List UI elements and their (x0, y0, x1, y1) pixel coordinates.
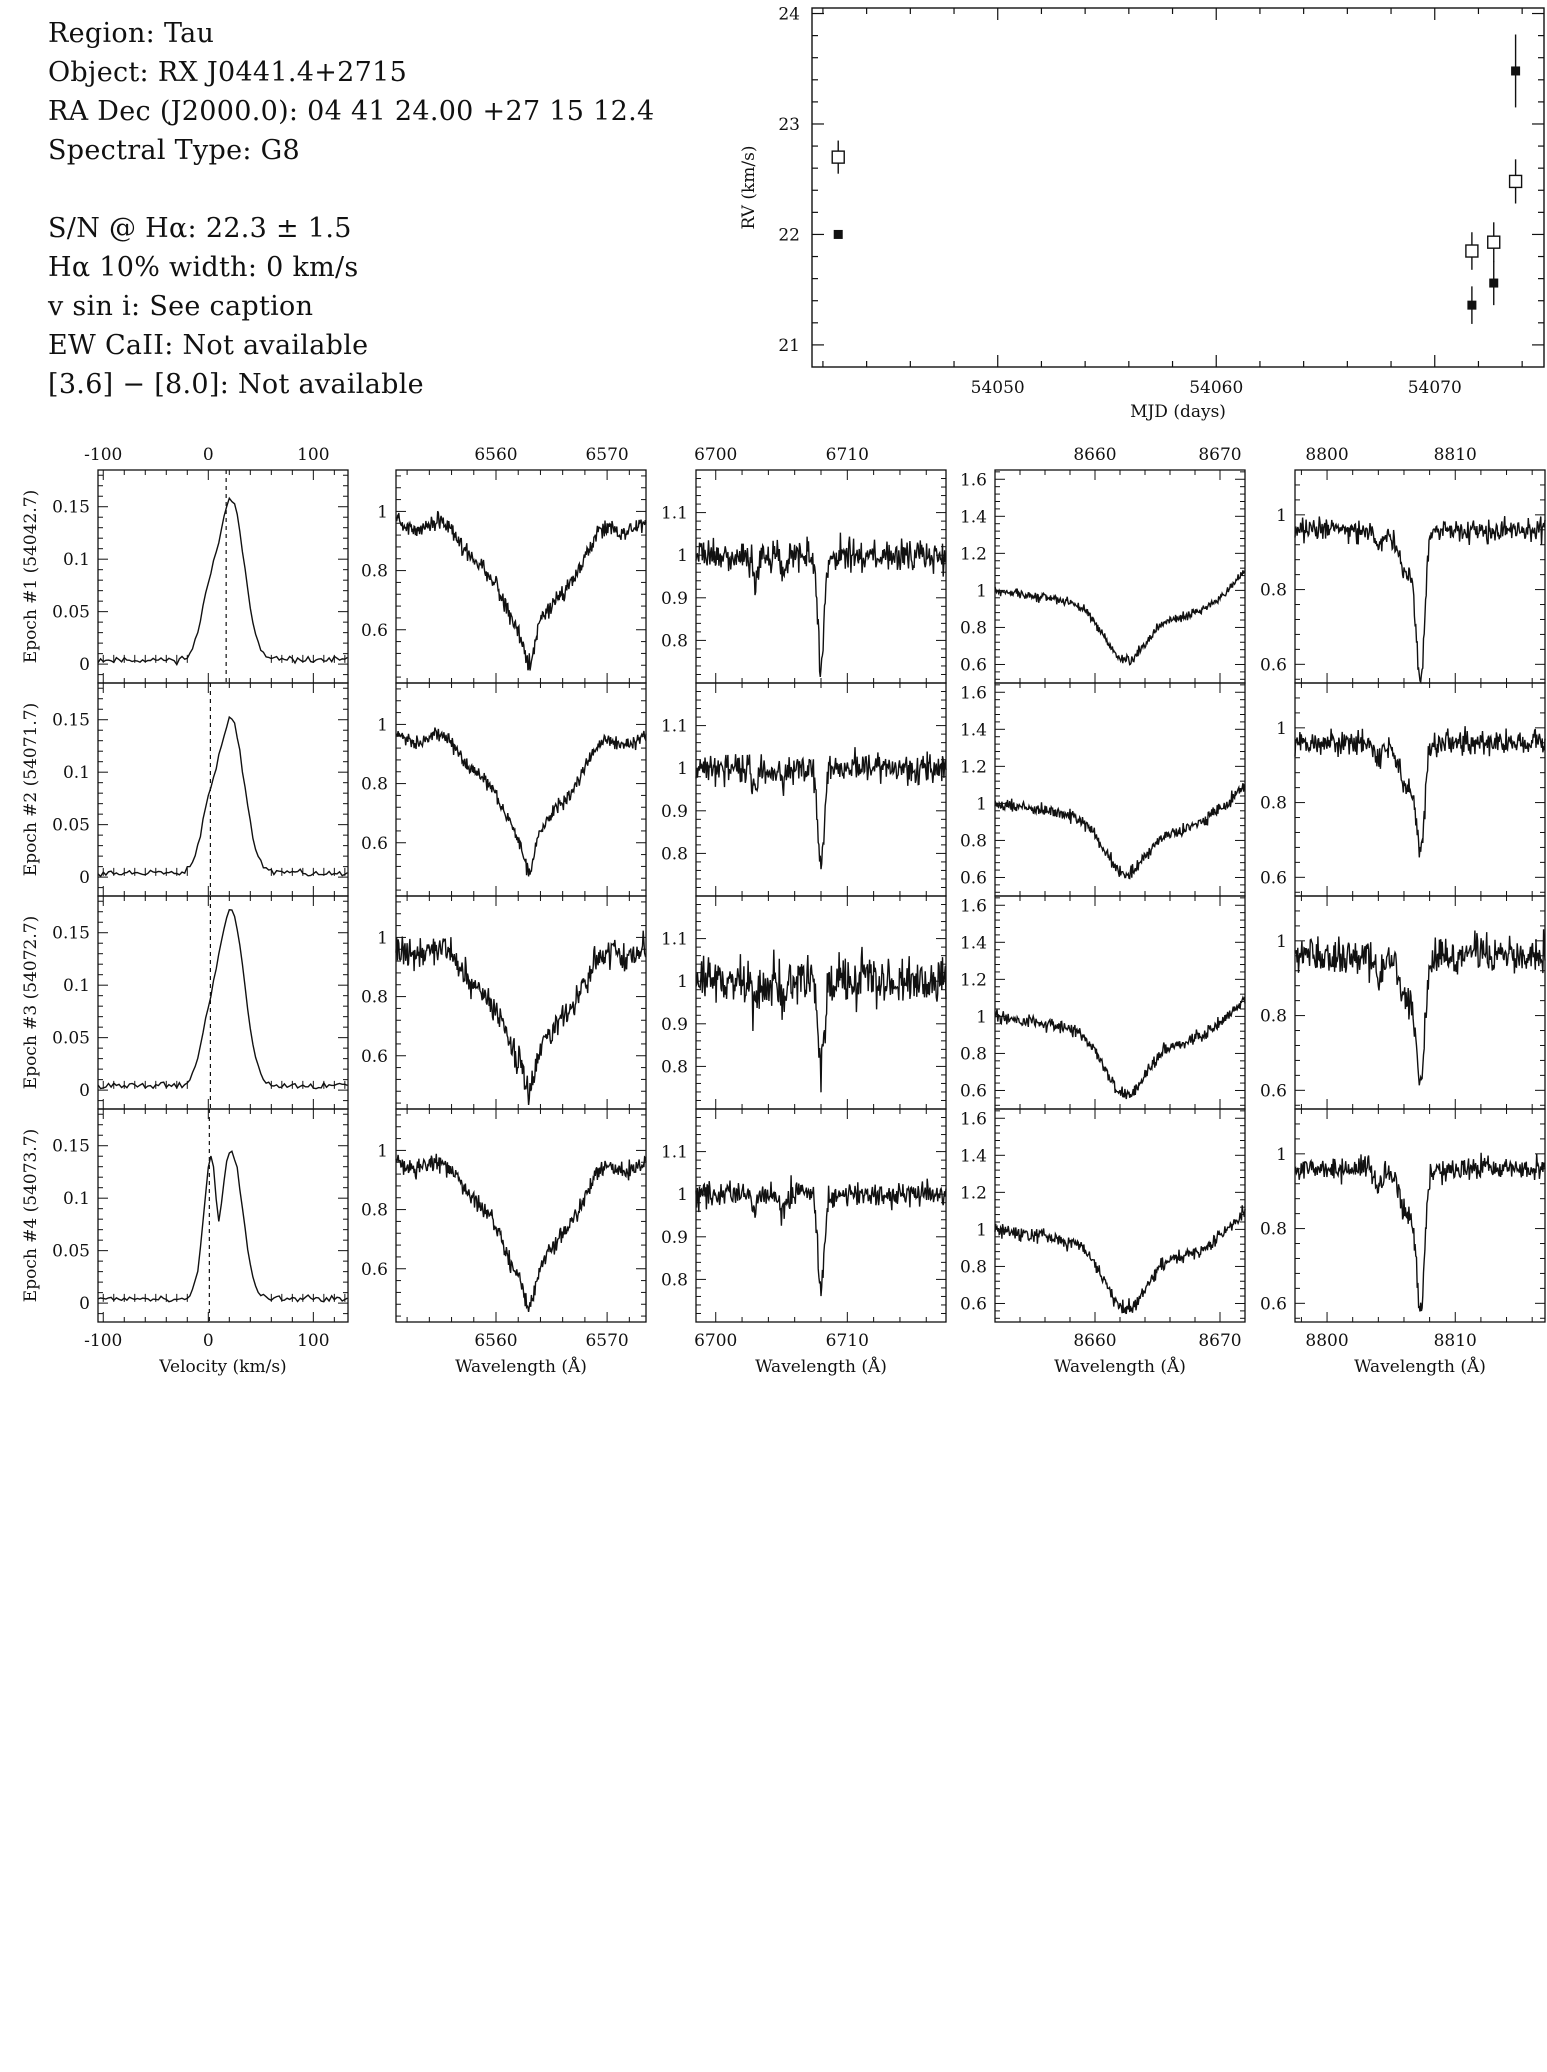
spectrum-line (995, 783, 1245, 878)
rv-point-filled (834, 230, 843, 239)
spectrum-line (995, 1205, 1245, 1314)
y-tick-label: 1 (677, 759, 688, 780)
y-tick-label: 0.6 (360, 833, 388, 854)
y-tick-label: 0 (79, 655, 90, 676)
panel-col4-epoch1 (1260, 445, 1545, 683)
y-tick-label: 0.6 (360, 620, 388, 641)
panel-col1-epoch2 (361, 683, 646, 896)
y-tick-label: 0.1 (62, 550, 90, 571)
x-axis-label: Wavelength (Å) (1354, 1357, 1486, 1377)
panel-col0-epoch1 (21, 445, 348, 683)
panel-frame (396, 1109, 646, 1322)
rv-point-open (1510, 175, 1522, 187)
x-axis-label: Wavelength (Å) (755, 1357, 887, 1377)
y-tick-label: 1 (677, 972, 688, 993)
rv-x-tick-label: 54070 (1407, 378, 1462, 398)
y-tick-label: 1 (976, 1007, 987, 1028)
y-tick-label: 1.1 (660, 503, 688, 524)
y-tick-label: 1 (377, 715, 388, 736)
spectrum-line (696, 1175, 946, 1296)
irac-color-text: [3.6] − [8.0]: Not available (48, 369, 424, 400)
y-tick-label: 0.9 (660, 1014, 688, 1035)
spectrum-line (98, 910, 348, 1089)
epoch-label: Epoch #3 (54072.7) (21, 915, 41, 1090)
panel-col2-epoch2 (661, 683, 946, 896)
spectrum-line (1295, 1153, 1545, 1312)
panel-frame (98, 1109, 348, 1322)
x-tick-label-top: 8660 (1073, 445, 1117, 465)
y-tick-label: 1 (1276, 505, 1287, 526)
y-tick-label: 1.2 (959, 1183, 987, 1204)
spectrum-line (696, 533, 946, 677)
x-tick-label-top: 8670 (1198, 445, 1242, 465)
x-axis-label: Wavelength (Å) (1054, 1357, 1186, 1377)
x-tick-label-top: 6570 (585, 445, 629, 465)
y-tick-label: 0.05 (52, 1241, 90, 1262)
y-tick-label: 1.2 (959, 757, 987, 778)
spectrum-line (396, 511, 646, 670)
rv-y-tick-label: 24 (778, 4, 800, 25)
spectrum-line (1295, 726, 1545, 857)
spectrum-line (396, 728, 646, 877)
spectral-type-text: Spectral Type: G8 (48, 135, 301, 166)
region-text: Region: Tau (48, 18, 215, 49)
x-tick-label-bottom: 8800 (1305, 1331, 1349, 1351)
y-tick-label: 0.8 (959, 1257, 987, 1278)
panel-col0-epoch2 (21, 683, 348, 896)
rv-point-filled (1467, 301, 1476, 310)
panel-col2-epoch4 (661, 1109, 946, 1377)
y-tick-label: 1 (976, 1220, 987, 1241)
y-tick-label: 0.8 (660, 1270, 688, 1291)
x-tick-label-top: -100 (84, 445, 123, 465)
y-tick-label: 1.1 (660, 716, 688, 737)
panel-frame (696, 470, 946, 683)
y-tick-label: 0.8 (660, 1057, 688, 1078)
panel-frame (98, 683, 348, 896)
spectrum-line (98, 717, 348, 876)
x-tick-label-bottom: 100 (297, 1331, 330, 1351)
x-tick-label-bottom: 8660 (1073, 1331, 1117, 1351)
panel-frame (995, 896, 1245, 1109)
panel-frame (396, 683, 646, 896)
epoch-label: Epoch #2 (54071.7) (21, 702, 41, 877)
spectrum-line (696, 747, 946, 869)
x-tick-label-top: 8800 (1305, 445, 1349, 465)
y-tick-label: 0.8 (360, 774, 388, 795)
panel-frame (396, 470, 646, 683)
x-axis-label: Velocity (km/s) (159, 1357, 287, 1377)
y-tick-label: 0.05 (52, 602, 90, 623)
y-tick-label: 1 (976, 794, 987, 815)
panel-col3-epoch4 (960, 1109, 1245, 1377)
epoch-label: Epoch #4 (54073.7) (21, 1128, 41, 1303)
rv-y-tick-label: 23 (778, 114, 800, 135)
y-tick-label: 0.6 (959, 1081, 987, 1102)
y-tick-label: 0.1 (62, 763, 90, 784)
y-tick-label: 0.9 (660, 801, 688, 822)
y-tick-label: 0.6 (1259, 868, 1287, 889)
object-text: Object: RX J0441.4+2715 (48, 57, 408, 88)
y-tick-label: 0.8 (959, 1044, 987, 1065)
y-tick-label: 0.8 (959, 618, 987, 639)
rv-frame (812, 8, 1544, 367)
y-tick-label: 1 (377, 1141, 388, 1162)
x-axis-label: Wavelength (Å) (455, 1357, 587, 1377)
y-tick-label: 1.6 (959, 470, 987, 491)
y-tick-label: 0.6 (1259, 1081, 1287, 1102)
y-tick-label: 0.1 (62, 1189, 90, 1210)
y-tick-label: 0.15 (52, 1136, 90, 1157)
vsini-text: v sin i: See caption (48, 291, 314, 322)
y-tick-label: 0.6 (1259, 1294, 1287, 1315)
y-tick-label: 1 (677, 546, 688, 567)
y-tick-label: 1.2 (959, 544, 987, 565)
panel-col4-epoch4 (1260, 1109, 1545, 1377)
panel-frame (98, 470, 348, 683)
spectrum-line (396, 1154, 646, 1312)
y-tick-label: 0.6 (360, 1046, 388, 1067)
rv-y-axis-label: RV (km/s) (739, 145, 759, 230)
y-tick-label: 0.1 (62, 976, 90, 997)
rv-point-filled (1511, 66, 1520, 75)
y-tick-label: 1.2 (959, 970, 987, 991)
rv-x-tick-label: 54060 (1189, 378, 1244, 398)
y-tick-label: 0.6 (959, 655, 987, 676)
x-tick-label-top: 6560 (474, 445, 518, 465)
y-tick-label: 1 (377, 928, 388, 949)
panel-frame (1295, 1109, 1545, 1322)
panel-col3-epoch2 (960, 683, 1245, 896)
y-tick-label: 0.15 (52, 710, 90, 731)
x-tick-label-bottom: 0 (202, 1331, 214, 1351)
y-tick-label: 0.8 (1259, 793, 1287, 814)
rv-y-tick-label: 22 (778, 225, 800, 246)
spectrum-line (696, 947, 946, 1092)
y-tick-label: 1.4 (959, 1146, 987, 1167)
panel-col2-epoch1 (661, 445, 946, 683)
spectrum-line (98, 1151, 348, 1301)
y-tick-label: 0.8 (360, 561, 388, 582)
y-tick-label: 1.4 (959, 507, 987, 528)
x-tick-label-top: 0 (202, 445, 214, 465)
y-tick-label: 1 (677, 1185, 688, 1206)
y-tick-label: 1 (1276, 718, 1287, 739)
y-tick-label: 0.9 (660, 1227, 688, 1248)
y-tick-label: 1 (1276, 1144, 1287, 1165)
x-tick-label-bottom: 6710 (825, 1331, 869, 1351)
panel-frame (98, 896, 348, 1109)
x-tick-label-top: 6700 (694, 445, 738, 465)
rv-point-open (832, 151, 844, 163)
panel-col1-epoch4 (361, 1109, 646, 1377)
snr-text: S/N @ Hα: 22.3 ± 1.5 (48, 213, 352, 244)
spectrum-line (1295, 516, 1545, 682)
epoch-label: Epoch #1 (54042.7) (21, 489, 41, 664)
panel-col3-epoch3 (960, 896, 1245, 1109)
rv-point-open (1466, 245, 1478, 257)
y-tick-label: 1.1 (660, 929, 688, 950)
panel-col4-epoch3 (1260, 896, 1545, 1109)
spectrum-line (396, 931, 646, 1105)
x-tick-label-bottom: 6570 (585, 1331, 629, 1351)
y-tick-label: 0.15 (52, 923, 90, 944)
y-tick-label: 0.6 (959, 1294, 987, 1315)
spectrum-line (995, 570, 1245, 664)
y-tick-label: 0.6 (1259, 655, 1287, 676)
ew-caii-text: EW CaII: Not available (48, 330, 369, 361)
y-tick-label: 0.8 (1259, 580, 1287, 601)
y-tick-label: 1 (976, 581, 987, 602)
panel-col2-epoch3 (661, 896, 946, 1109)
y-tick-label: 0.8 (660, 631, 688, 652)
y-tick-label: 0 (79, 1294, 90, 1315)
x-tick-label-bottom: 8670 (1198, 1331, 1242, 1351)
panel-frame (1295, 470, 1545, 683)
panel-frame (995, 683, 1245, 896)
panel-col1-epoch3 (361, 896, 646, 1109)
panel-col0-epoch3 (21, 896, 348, 1109)
radec-text: RA Dec (J2000.0): 04 41 24.00 +27 15 12.4 (48, 96, 655, 127)
rv-point-filled (1489, 279, 1498, 288)
panel-col0-epoch4 (21, 1109, 348, 1377)
panel-col4-epoch2 (1260, 683, 1545, 896)
y-tick-label: 0.8 (360, 1200, 388, 1221)
y-tick-label: 0 (79, 1081, 90, 1102)
y-tick-label: 0.6 (360, 1259, 388, 1280)
panel-frame (1295, 683, 1545, 896)
y-tick-label: 1.4 (959, 933, 987, 954)
x-tick-label-bottom: 6560 (474, 1331, 518, 1351)
panel-frame (1295, 896, 1545, 1109)
rv-y-tick-label: 21 (778, 335, 800, 356)
y-tick-label: 0.8 (1259, 1219, 1287, 1240)
y-tick-label: 0.05 (52, 1028, 90, 1049)
rv-point-open (1488, 236, 1500, 248)
y-tick-label: 0.8 (959, 831, 987, 852)
y-tick-label: 0.9 (660, 588, 688, 609)
rv-x-axis-label: MJD (days) (1130, 402, 1226, 422)
y-tick-label: 1.6 (959, 896, 987, 917)
x-tick-label-top: 8810 (1433, 445, 1477, 465)
panel-frame (396, 896, 646, 1109)
x-tick-label-top: 6710 (825, 445, 869, 465)
panel-col1-epoch1 (361, 445, 646, 683)
y-tick-label: 0.8 (360, 987, 388, 1008)
y-tick-label: 1.6 (959, 1109, 987, 1130)
x-tick-label-bottom: 6700 (694, 1331, 738, 1351)
y-tick-label: 0.15 (52, 497, 90, 518)
rv-panel (739, 5, 1544, 422)
spectrum-line (1295, 929, 1545, 1085)
x-tick-label-bottom: 8810 (1433, 1331, 1477, 1351)
y-tick-label: 1.1 (660, 1142, 688, 1163)
y-tick-label: 0.6 (959, 868, 987, 889)
halpha-width-text: Hα 10% width: 0 km/s (48, 252, 359, 283)
panel-frame (995, 1109, 1245, 1322)
y-tick-label: 1.6 (959, 683, 987, 704)
y-tick-label: 1.4 (959, 720, 987, 741)
x-tick-label-top: 100 (297, 445, 330, 465)
panel-col3-epoch1 (960, 445, 1245, 683)
y-tick-label: 1 (1276, 931, 1287, 952)
x-tick-label-bottom: -100 (84, 1331, 123, 1351)
rv-x-tick-label: 54050 (970, 378, 1025, 398)
spectrum-line (995, 998, 1245, 1100)
y-tick-label: 0 (79, 868, 90, 889)
y-tick-label: 0.8 (660, 844, 688, 865)
y-tick-label: 0.8 (1259, 1006, 1287, 1027)
spectrum-line (98, 498, 348, 664)
y-tick-label: 0.05 (52, 815, 90, 836)
panel-frame (995, 470, 1245, 683)
y-tick-label: 1 (377, 502, 388, 523)
